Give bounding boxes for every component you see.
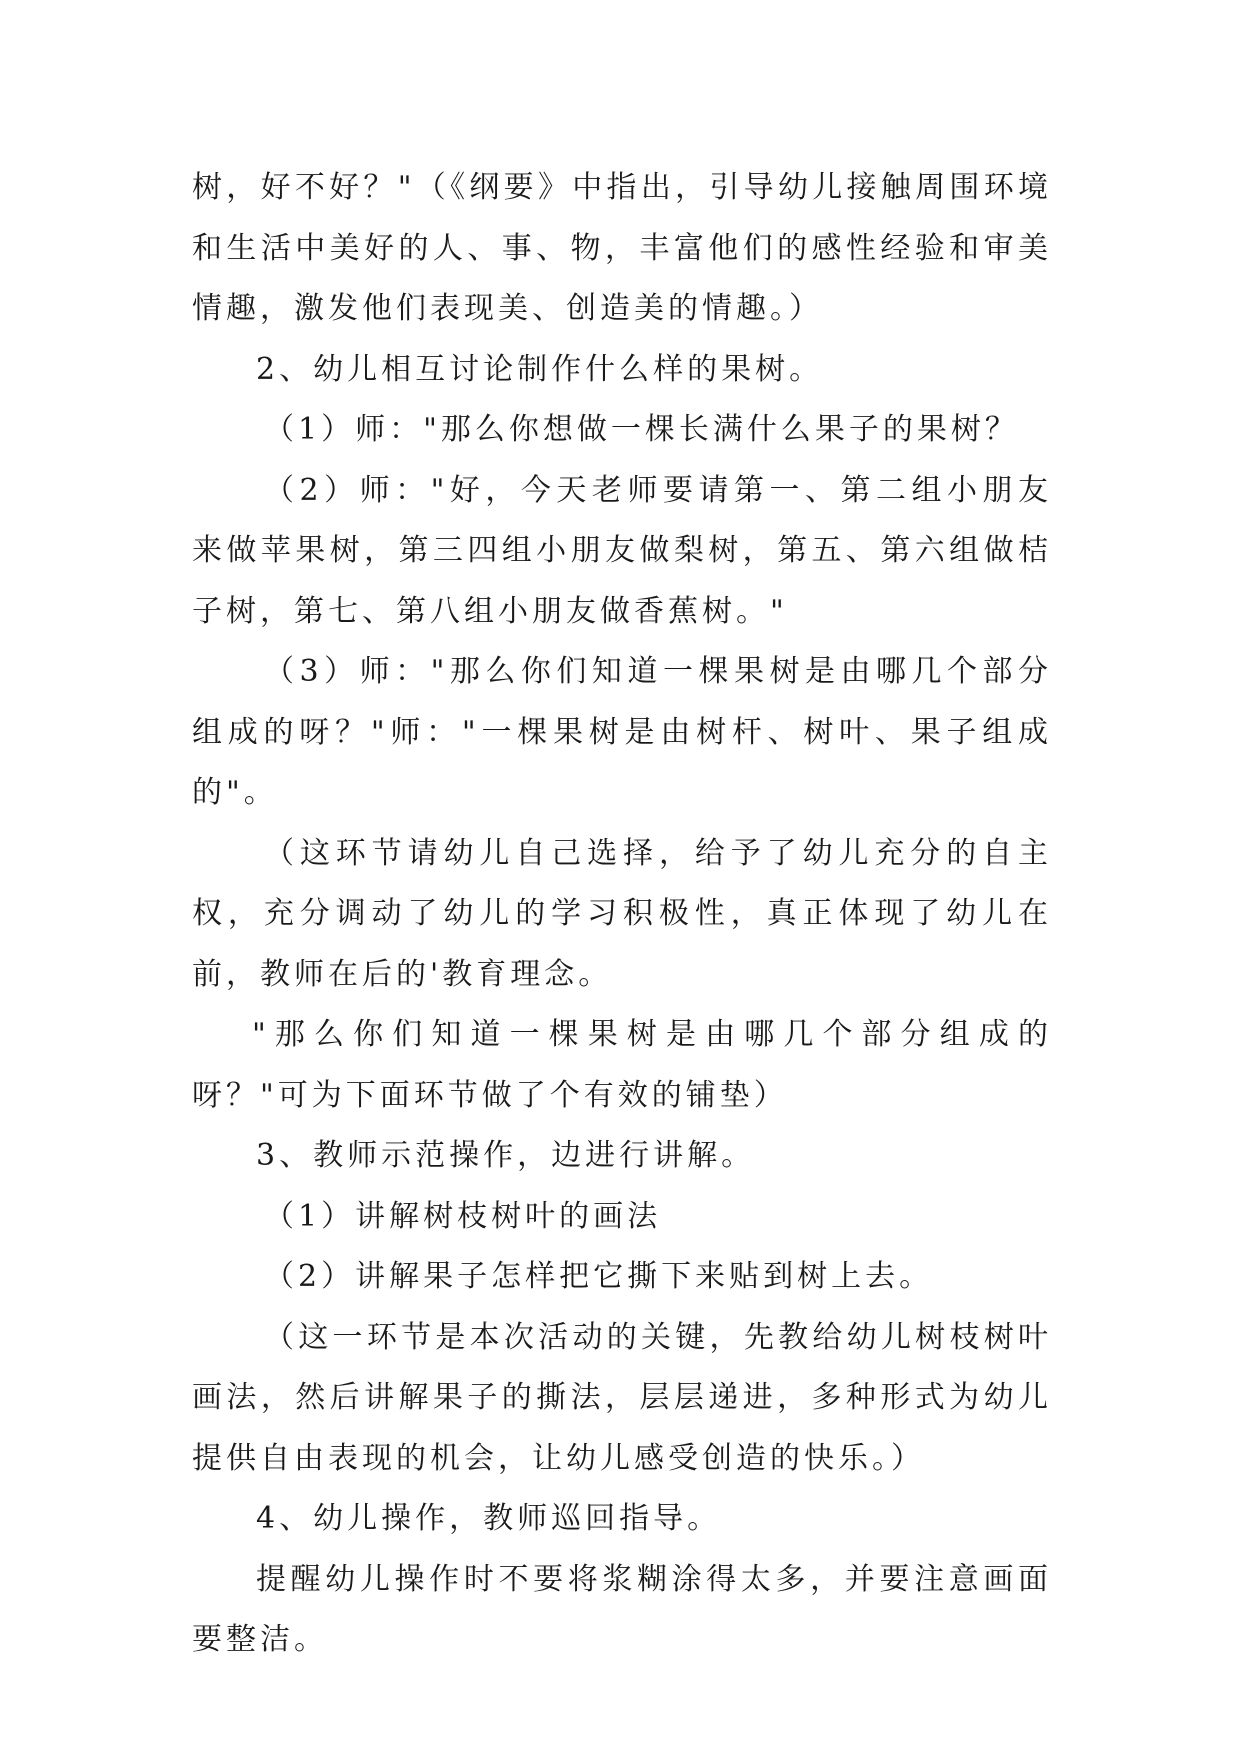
- paragraph-note-foreshadow: "那么你们知道一棵果树是由哪几个部分组成的呀？"可为下面环节做了个有效的铺垫）: [192, 1017, 1052, 1113]
- paragraph-reminder: 提醒幼儿操作时不要将浆糊涂得太多，并要注意画面要整洁。: [192, 1561, 1052, 1657]
- paragraph-step-2-3: （3）师："那么你们知道一棵果树是由哪几个部分组成的呀？"师："一棵果树是由树杆、树叶、果子组成的"。: [192, 654, 1052, 810]
- paragraph-guideline-note: 树，好不好？"（《纲要》中指出，引导幼儿接触周围环境和生活中美好的人、事、物，丰富他们的感性经验和审美情趣，激发他们表现美、创造美的情趣。）: [192, 170, 1052, 326]
- paragraph-step-3: 3、教师示范操作，边进行讲解。: [256, 1138, 756, 1173]
- document-page: [192, 158, 1052, 1671]
- paragraph-note-key-step: （这一环节是本次活动的关键，先教给幼儿树枝树叶画法，然后讲解果子的撕法，层层递进，多种形式为幼儿提供自由表现的机会，让幼儿感受创造的快乐。）: [192, 1319, 1052, 1476]
- paragraph-note-autonomy: （这环节请幼儿自己选择，给予了幼儿充分的自主权，充分调动了幼儿的学习积极性，真正体现了幼儿在前，教师在后的'教育理念。: [192, 835, 1052, 992]
- paragraph-step-3-1: （1）讲解树枝树叶的画法: [264, 1198, 662, 1234]
- paragraph-step-2: 2、幼儿相互讨论制作什么样的果树。: [256, 351, 824, 387]
- paragraph-step-4: 4、幼儿操作，教师巡回指导。: [256, 1501, 722, 1536]
- paragraph-step-3-2: （2）讲解果子怎样把它撕下来贴到树上去。: [264, 1259, 934, 1294]
- paragraph-step-2-2: （2）师："好，今天老师要请第一、第二组小朋友来做苹果树，第三四组小朋友做梨树，第五、第六组做桔子树，第七、第八组小朋友做香蕉树。": [192, 472, 1052, 629]
- paragraph-step-2-1: （1）师："那么你想做一棵长满什么果子的果树？: [264, 412, 1019, 447]
